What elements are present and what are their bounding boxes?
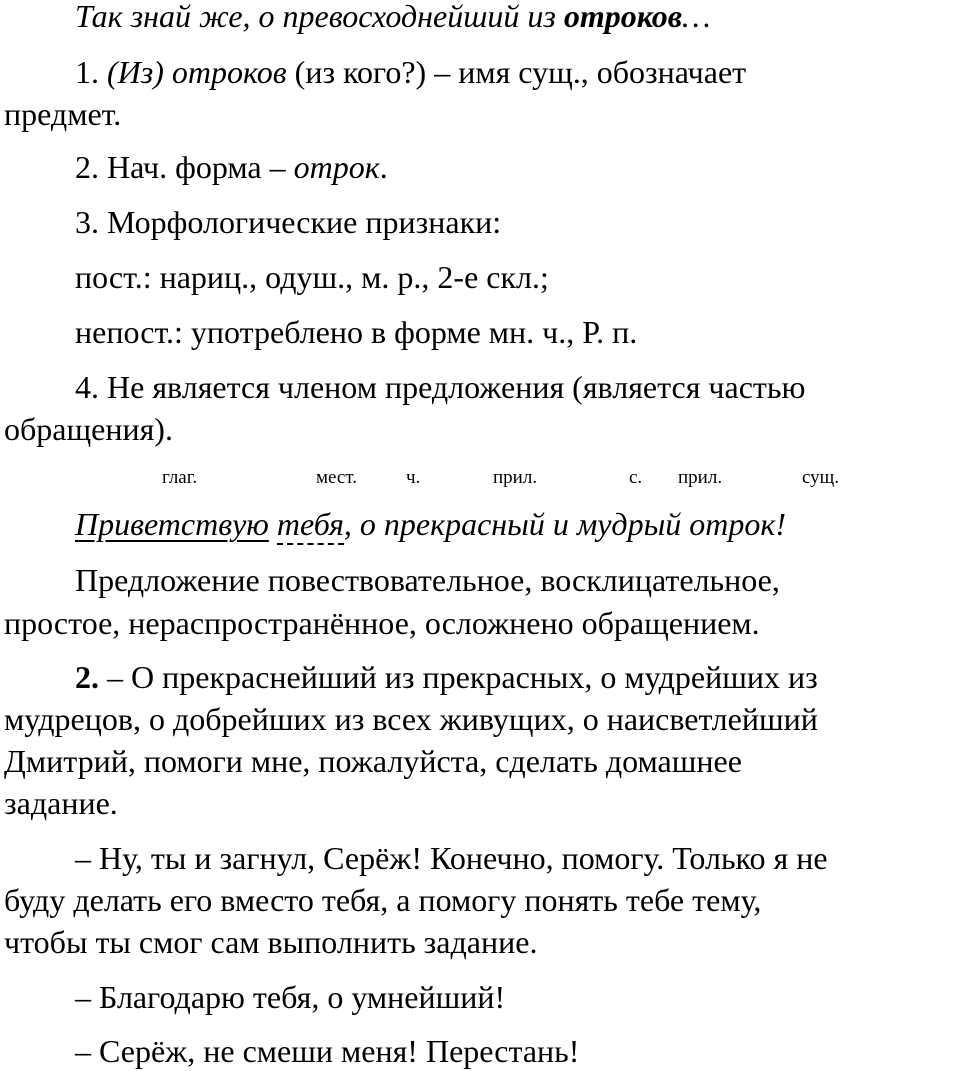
intro-bold-word: отроков [563,0,683,34]
pos-label-pronoun: мест. [316,467,357,488]
task2-text: – О прекраснейший из прекрасных, о мудрейших из [99,659,818,695]
sentence-rest: , о прекрасный и мудрый отрок! [343,506,786,542]
item1-text: (из кого?) – имя сущ., обозначает [286,54,747,90]
dialog-reply-1-line-2: буду делать его вместо тебя, а помогу понять тебе тему, [4,882,762,918]
pos-label-noun: сущ. [802,467,840,488]
item3-variable-features: непост.: употреблено в форме мн. ч., Р. п. [75,314,638,350]
item1-word: (Из) отроков [107,54,287,90]
item2-line [75,147,388,187]
task2-line-1 [75,657,818,697]
object-word: тебя [277,506,344,545]
pos-label-verb: глаг. [162,467,198,488]
item2-text: 2. Нач. форма – [75,149,294,185]
item2-word: отрок [293,149,380,185]
intro-text: Так знай же, о превосходнейший из [75,0,564,34]
item3-line: 3. Морфологические признаки: [75,204,502,240]
example-sentence [75,504,786,544]
item1-continuation: предмет. [4,96,122,132]
pos-label-adjective-1: прил. [493,467,538,488]
item1-number: 1. [75,54,107,90]
dialog-reply-3: – Серёж, не смеши меня! Перестань! [75,1033,580,1069]
item4-continuation: обращения). [4,411,173,447]
item4-line: 4. Не является членом предложения (является частью [75,369,806,405]
predicate-word: Приветствую [75,506,269,542]
task2-number: 2. [75,659,99,695]
dialog-reply-1-line-1: – Ну, ты и загнул, Серёж! Конечно, помогу. Только я не [75,840,828,876]
item1-line [75,52,746,92]
pos-label-particle: ч. [406,467,421,488]
intro-line [75,0,711,36]
pos-label-conjunction: с. [629,467,643,488]
intro-ellipsis: … [682,0,711,34]
pos-label-adjective-2: прил. [678,467,723,488]
task2-line-3: Дмитрий, помоги мне, пожалуйста, сделать домашнее [4,743,742,779]
dialog-reply-1-line-3: чтобы ты смог сам выполнить задание. [4,924,538,960]
dialog-reply-2: – Благодарю тебя, о умнейший! [75,979,506,1015]
analysis-line-1: Предложение повествовательное, восклицательное, [75,562,780,598]
analysis-line-2: простое, нераспространённое, осложнено обращением. [4,605,760,641]
task2-line-2: мудрецов, о добрейших из всех живущих, о наисветлейший [4,701,818,737]
item3-constant-features: пост.: нариц., одуш., м. р., 2-е скл.; [75,259,549,295]
item2-end: . [379,149,388,185]
task2-line-4: задание. [4,785,118,821]
